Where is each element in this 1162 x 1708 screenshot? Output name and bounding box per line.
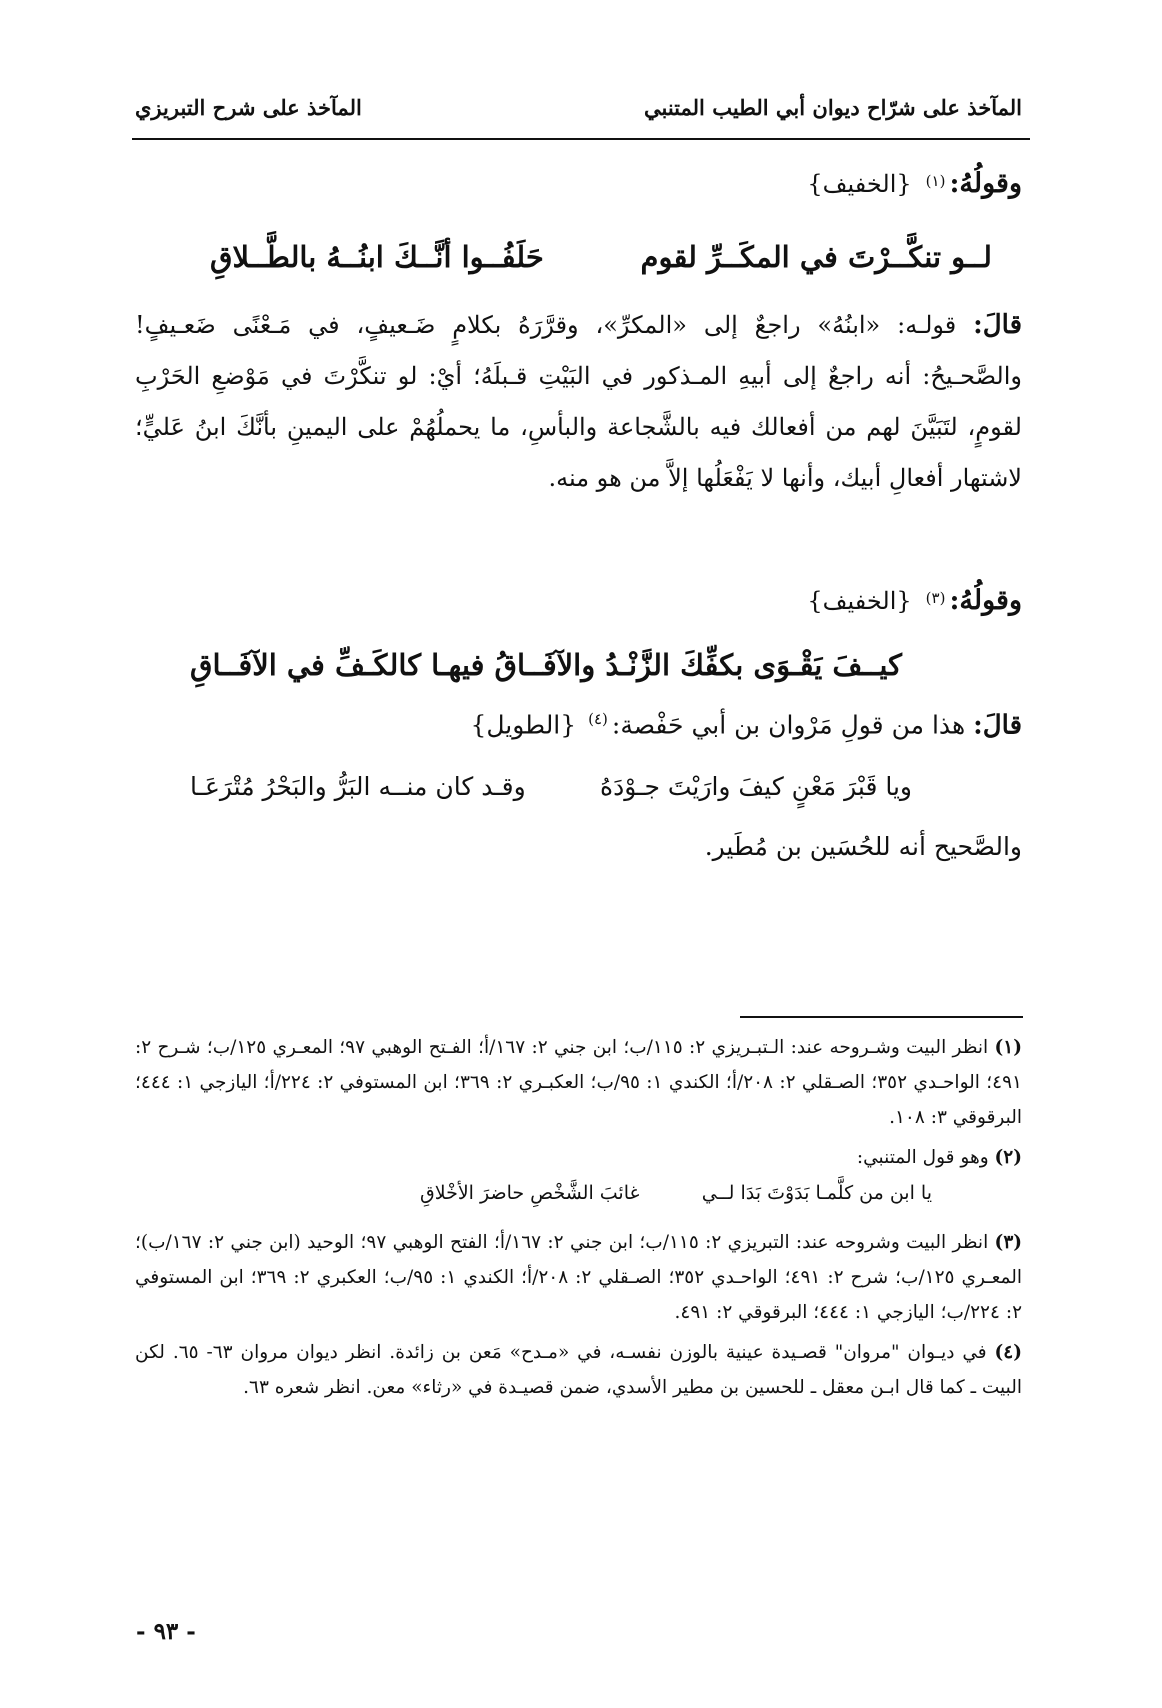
footnote-2-text: وهو قول المتنبي: — [856, 1147, 989, 1168]
footnote-4-text: في ديـوان "مروان" قصـيدة عينية بالوزن نفسـه، في «مـدح» مَعن بن زائدة. انظر ديوان مروان ٦٣- ٦٥. لكن البيت ـ كما قال ابـن معقل ـ للحسين بن مطير الأسدي، ضمن قصيـدة في «رثاء» معن. انظر شعره ٦٣. — [135, 1342, 1022, 1398]
section1-verse-first-hemistich: لــو تنكَّــرْتَ في المكَــرِّ لقوم — [640, 240, 992, 274]
footnote-separator — [740, 1016, 1023, 1018]
section2-verse-first-hemistich: كيــفَ يَقْـوَى بكفِّكَ الزَّنْـدُ والآ — [556, 648, 902, 682]
section1-heading — [140, 168, 1022, 199]
footnote-2-verse-first-hemistich: يا ابن من كلَّمـا بَدَوْتَ بَدَا لــي — [701, 1182, 932, 1204]
footnote-3-number: (٣) — [994, 1232, 1023, 1253]
footnote-1 — [135, 1030, 1022, 1135]
section2-verse-second-hemistich: فَــاقُ فيهـا كالكَـفِّ في الآفَــاقِ — [190, 648, 557, 682]
footnote-1-text: انظر البيت وشـروحه عند: الـتبـريزي ٢: ١١٥/ب؛ ابن جني ٢: ١٦٧/أ؛ الفـتح الوهبي ٩٧؛ المعـري ١٢٥/ب؛ شـرح ٢: ٤٩١؛ الواحـدي ٣٥٢؛ الصـقلي ٢: ٢٠٨/أ؛ الكندي ١: ٩٥/ب؛ العكبـري ٢: ٣٦٩؛ ابن المستوفي ٢: ٢٢٤/أ؛ اليازجي ١: ٤٤٤؛ البرقوقي ٣: ١٠٨. — [135, 1037, 1022, 1128]
footnote-2-number: (٢) — [994, 1147, 1022, 1168]
footnote-4-number: (٤) — [994, 1342, 1022, 1363]
footnote-2 — [135, 1140, 1022, 1175]
page-number: - ٩٣ - — [136, 1618, 196, 1645]
header-rule — [132, 138, 1030, 140]
running-header-chapter-title: المآخذ على شرح التبريزي — [135, 95, 362, 120]
section2-lead: وقولُهُ: — [949, 585, 1022, 616]
section2-quoted-verse-second-hemistich: وقـد كان منــه البَرُّ والبَحْرُ مُتْرَعَـا — [190, 772, 526, 801]
footnote-ref-4[interactable]: (٤) — [588, 710, 608, 728]
section1-qal-label: قالَ: — [973, 310, 1022, 340]
section2-closing: والصَّحيح أنه للحُسَين بن مُطَير. — [704, 832, 1022, 861]
section1-meter: {الخفيف} — [807, 170, 912, 198]
footnote-2-verse-second-hemistich: غائبَ الشَّخْصِ حاضرَ الأخْلاقِ — [420, 1182, 640, 1204]
section2-qal-text: هذا من قولِ مَرْوان بن أبي حَفْصة: — [611, 710, 966, 740]
footnote-ref-1[interactable]: (١) — [925, 171, 946, 190]
section2-heading — [140, 585, 1022, 616]
section2-meter: {الخفيف} — [807, 587, 912, 615]
section2-qal-label: قالَ: — [973, 710, 1022, 741]
running-header-book-title: المآخذ على شرّاح ديوان أبي الطيب المتنبي — [644, 95, 1022, 120]
section1-verse-second-hemistich: حَلَفُــوا أنَّــكَ ابنُــهُ بالطَّــلاقِ — [210, 240, 544, 274]
footnote-4 — [135, 1335, 1022, 1405]
section1-lead: وقولُهُ: — [949, 168, 1022, 199]
section1-commentary — [135, 300, 1022, 504]
footnote-3-text: انظر البيت وشروحه عند: التبريزي ٢: ١١٥/ب؛ ابن جني ٢: ١٦٧/أ؛ الفتح الوهبي ٩٧؛ الوحيد (ابن جني ٢: ١٦٧/ب)؛ المعـري ١٢٥/ب؛ شرح ٢: ٤٩١؛ الواحـدي ٣٥٢؛ الصـقلي ٢: ٢٠٨/أ؛ الكندي ١: ٩٥/ب؛ العكبري ٢: ٣٦٩؛ ابن المستوفي ٢: ٢٢٤/ب؛ اليازجي ١: ٤٤٤؛ البرقوقي ٢: ٤٩١. — [135, 1232, 1022, 1323]
footnote-3 — [135, 1225, 1022, 1330]
section2-quoted-verse-first-hemistich: ويا قَبْرَ مَعْنٍ كيفَ وارَيْتَ جـوْدَهُ — [600, 772, 912, 801]
section2-qal-line — [140, 710, 1022, 740]
footnote-ref-3[interactable]: (٣) — [925, 588, 946, 607]
section2-qal-meter: {الطويل} — [470, 710, 577, 740]
section1-commentary-text: قولـه: «ابنُهُ» راجعٌ إلى «المكرِّ»، وقرَّرَهُ بكلامٍ ضَـعيفٍ، في مَـعْنًى ضَعـيفٍ! والصَّحـيحُ: أنه راجعٌ إلى أبيهِ المـذكور في البَيْتِ قـبلَهُ؛ أيْ: لو تنكَّرْتَ في مَوْضعِ الحَرْبِ لقومٍ، لتَبَيَّنَ لهم من أفعالك فيه بالشَّجاعة والبأسِ، ما يحملُهُمْ على اليمينِ بأنَّكَ ابنُ عَليٍّ؛ لاشتهار أفعالِ أبيك، وأنها لا يَفْعَلُها إلاَّ من هو منه. — [135, 311, 1022, 492]
footnote-1-number: (١) — [994, 1037, 1022, 1058]
